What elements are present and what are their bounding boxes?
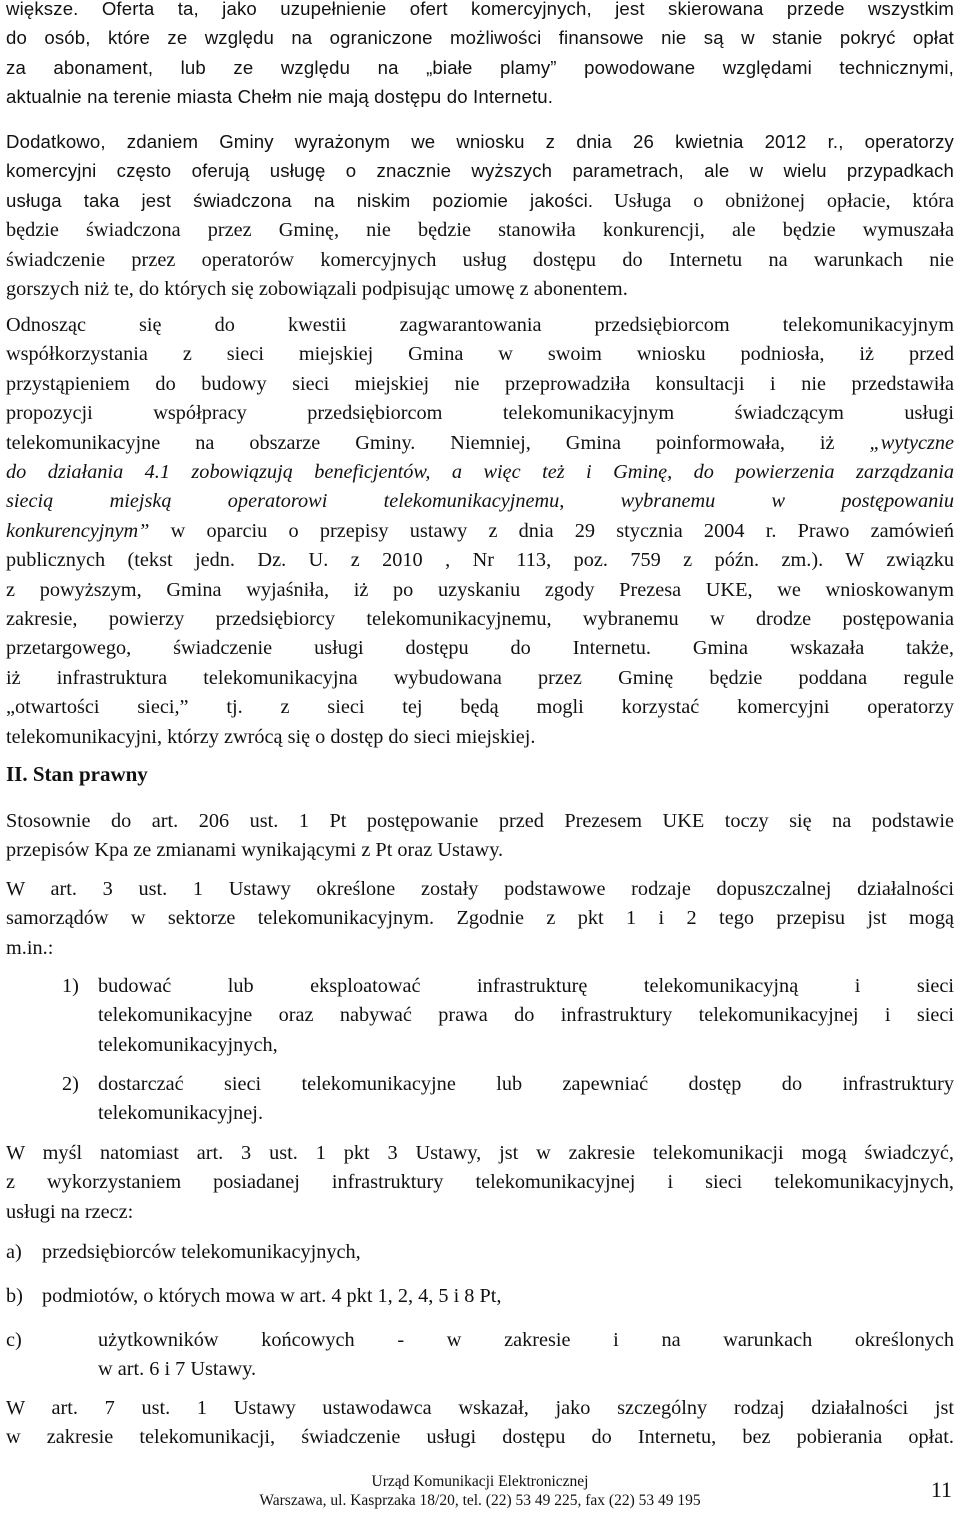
text-line: W myśl natomiast art. 3 ust. 1 pkt 3 Ustawy, jst w zakresie telekomunikacji mogą świadczyć,: [6, 1142, 954, 1164]
text-line: za abonament, lub ze względu na „białe plamy” powodowane względami technicznymi,: [6, 56, 954, 78]
text-line: z wykorzystaniem posiadanej infrastruktury telekomunikacyjnej i sieci telekomunikacyjnych,: [6, 1171, 954, 1194]
list-number: 1): [62, 975, 79, 997]
list-text: [42, 1238, 954, 1267]
text-line: samorządów w sektorze telekomunikacyjnym. Zgodnie z pkt 1 i 2 tego przepisu jst mogą: [6, 907, 954, 930]
text-line: Stosownie do art. 206 ust. 1 Pt postępowanie przed Prezesem UKE toczy się na podstawie: [6, 810, 954, 832]
text-line-italic: [6, 487, 954, 516]
list-letter: c): [6, 1329, 22, 1351]
text-line: iż infrastruktura telekomunikacyjna wybudowana przez Gminę będzie poddana regule: [6, 666, 954, 689]
footer-address: Warszawa, ul. Kasprzaka 18/20, tel. (22) 53 49 225, fax (22) 53 49 195: [259, 1492, 701, 1509]
document-page: [6, 0, 954, 1513]
text-line: komercyjni często oferują usługę o znacznie wyższych parametrach, ale w wielu przypadkach: [6, 160, 954, 182]
list-letter: b): [6, 1285, 23, 1307]
italic-quote: „wytyczne: [869, 431, 954, 454]
text-line-mixed: [6, 517, 954, 546]
text-line: telekomunikacyjni, którzy zwrócą się o dostęp do sieci miejskiej.: [6, 725, 536, 748]
text-line-mixed: [6, 429, 954, 458]
text-line: użytkowników końcowych - w zakresie i na warunkach określonych: [98, 1329, 954, 1351]
text-line: świadczenie przez operatorów komercyjnych usług dostępu do Internetu na warunkach nie: [6, 248, 954, 271]
text-line: z powyższym, Gmina wyjaśniła, iż po uzyskaniu zgody Prezesa UKE, we wnioskowanym: [6, 578, 954, 601]
paragraph-art-7: [6, 1394, 954, 1453]
text-line: zakresie, powierzy przedsiębiorcy telekomunikacyjnemu, wybranemu w drodze postępowania: [6, 608, 954, 631]
text-segment: usługa taka jest świadczona na niskim poziomie jakości.: [6, 189, 594, 211]
text-line: telekomunikacyjne oraz nabywać prawa do infrastruktury telekomunikacyjnej i sieci: [98, 1004, 954, 1027]
text-line: przystąpieniem do budowy sieci miejskiej nie przeprowadziła konsultacji i nie przedstawiła: [6, 372, 954, 395]
text-line: W art. 7 ust. 1 Ustawy ustawodawca wskazał, jako szczególny rodzaj działalności jst: [6, 1397, 954, 1419]
paragraph-commune-opinion: [6, 127, 954, 304]
text-line: dostarczać sieci telekomunikacyjne lub zapewniać dostęp do infrastruktury: [98, 1073, 954, 1095]
text-line: publicznych (tekst jedn. Dz. U. z 2010 , Nr 113, poz. 759 z późn. zm.). W związku: [6, 549, 954, 572]
text-line: propozycji współpracy przedsiębiorcom telekomunikacyjnym świadczącym usługi: [6, 402, 954, 425]
text-line: będzie świadczona przez Gminę, nie będzie stanowiła konkurencji, ale będzie wymuszała: [6, 219, 954, 242]
paragraph-offer: [6, 0, 954, 112]
text-line: budować lub eksploatować infrastrukturę telekomunikacyjną i sieci: [98, 975, 954, 997]
text-line: przetargowego, świadczenie usługi dostępu do Internetu. Gmina wskazała także,: [6, 637, 954, 660]
list-text: [98, 972, 954, 1060]
italic-quote: do działania 4.1 zobowiązują beneficjentów, a więc też i Gminę, do powierzenia zarządzania: [6, 461, 954, 484]
text-line: telekomunikacyjnej.: [98, 1102, 264, 1125]
section-heading: II. Stan prawny: [6, 762, 148, 786]
paragraph-network-sharing: [6, 311, 954, 752]
text-line: przedsiębiorców telekomunikacyjnych,: [42, 1241, 361, 1263]
list-text: [98, 1326, 954, 1385]
footer-office-name: Urząd Komunikacji Elektronicznej: [371, 1473, 589, 1490]
text-line: gorszych niż te, do których się zobowiązali podpisując umowę z abonentem.: [6, 278, 628, 301]
text-line: w zakresie telekomunikacji, świadczenie usługi dostępu do Internetu, bez pobierania opłat.: [6, 1426, 954, 1449]
paragraph-art-3: [6, 875, 954, 963]
italic-quote: siecią miejską operatorowi telekomunikacyjnemu, wybranemu w postępowaniu: [6, 490, 954, 513]
text-line: przepisów Kpa ze zmianami wynikającymi z Pt oraz Ustawy.: [6, 839, 504, 862]
italic-quote: konkurencyjnym”: [6, 519, 150, 542]
list-letter: a): [6, 1241, 22, 1263]
page-footer: [0, 1472, 960, 1510]
paragraph-legal-basis: [6, 807, 954, 866]
list-number: 2): [62, 1073, 79, 1095]
text-line: w art. 6 i 7 Ustawy.: [98, 1358, 257, 1381]
text-segment: telekomunikacyjne na obszarze Gminy. Niemniej, Gmina poinformowała, iż: [6, 431, 835, 454]
text-segment: Usługa o obniżonej opłacie, która: [613, 189, 954, 212]
text-line: większe. Oferta ta, jako uzupełnienie ofert komercyjnych, jest skierowana przede wszystkim: [6, 0, 954, 19]
text-line: Dodatkowo, zdaniem Gminy wyrażonym we wniosku z dnia 26 kwietnia 2012 r., operatorzy: [6, 131, 954, 152]
text-line: Odnosząc się do kwestii zagwarantowania przedsiębiorcom telekomunikacyjnym: [6, 314, 954, 336]
text-line-mixed: [6, 186, 954, 216]
text-line: m.in.:: [6, 936, 54, 959]
text-line: do osób, które ze względu na ograniczone możliwości finansowe nie są w stanie pokryć opłat: [6, 27, 954, 49]
text-line: W art. 3 ust. 1 Ustawy określone zostały podstawowe rodzaje dopuszczalnej działalności: [6, 878, 954, 900]
list-text: [98, 1070, 954, 1129]
page-number: 11: [930, 1477, 952, 1502]
text-line: telekomunikacyjnych,: [98, 1033, 278, 1056]
text-line: „otwartości sieci,” tj. z sieci tej będą mogli korzystać komercyjni operatorzy: [6, 696, 954, 719]
text-line: usługi na rzecz:: [6, 1200, 134, 1223]
text-line-italic: [6, 458, 954, 487]
list-text: [42, 1282, 954, 1311]
text-line: współkorzystania z sieci miejskiej Gmina w swoim wniosku podniosła, iż przed: [6, 343, 954, 366]
paragraph-art-3-pkt-3: [6, 1139, 954, 1227]
text-line: aktualnie na terenie miasta Chełm nie mają dostępu do Internetu.: [6, 86, 554, 108]
text-line: podmiotów, o których mowa w art. 4 pkt 1, 2, 4, 5 i 8 Pt,: [42, 1285, 502, 1307]
text-segment: w oparciu o przepisy ustawy z dnia 29 stycznia 2004 r. Prawo zamówień: [170, 519, 954, 542]
